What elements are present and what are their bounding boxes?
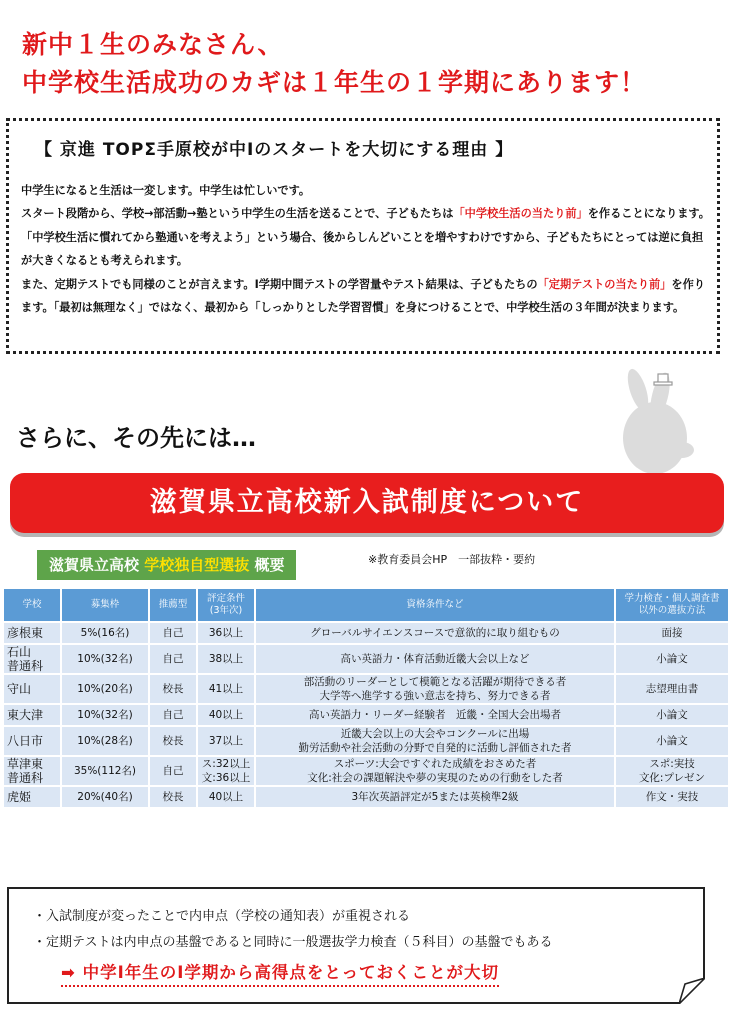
summary-conclusion: [61, 959, 499, 987]
table-row: [4, 705, 730, 725]
table-cell-school: [4, 623, 62, 643]
cell-text: 41以上: [208, 683, 244, 695]
cell-text: 20%(40名): [77, 791, 133, 803]
table-header-row: [4, 589, 730, 621]
table-cell-rec: [150, 787, 198, 807]
table-cell-cond: [198, 623, 256, 643]
further-heading: さらに、その先には…: [16, 424, 256, 452]
cell-text: 普通科: [7, 771, 44, 785]
headline-line-2: 中学校生活成功のカギは１年生の１学期にあります！: [22, 68, 647, 97]
reason-paragraph-3: [21, 273, 711, 320]
cell-text: 彦根東: [7, 626, 44, 640]
header-qualification: 資格条件など: [256, 589, 616, 621]
header-text: 以外の選抜方法: [638, 605, 706, 616]
table-cell-method: [616, 675, 730, 703]
header-school: 学校: [4, 589, 62, 621]
cell-text: 校長: [162, 791, 184, 803]
header-text: 学力検査・個人調査書: [624, 593, 720, 604]
cell-text: 35%(112名): [73, 765, 137, 777]
table-cell-quota: [62, 623, 150, 643]
cell-text: 志望理由書: [645, 683, 699, 695]
cell-text: 10%(32名): [77, 653, 133, 665]
cell-text: 10%(28名): [77, 735, 133, 747]
cell-text: 勤労活動や社会活動の分野で自発的に活動し評価された者: [298, 742, 572, 754]
cell-text: 自己: [162, 709, 184, 721]
cell-text: 高い英語力・リーダー経験者 近畿・全国大会出場者: [309, 709, 561, 721]
reason-title: 【 京進 TOPΣ手原校が中Ⅰのスタートを大切にする理由 】: [35, 140, 514, 160]
banner-title: 滋賀県立高校新入試制度について: [10, 473, 724, 533]
table-cell-cond: [198, 705, 256, 725]
cell-text: 近畿大会以上の大会やコンクールに出場: [340, 728, 530, 740]
cell-text: 校長: [162, 735, 184, 747]
table-row: [4, 727, 730, 755]
table-cell-qual: [256, 727, 616, 755]
cell-text: 東大津: [7, 708, 44, 722]
cell-text: ス:32以上: [201, 758, 251, 770]
reason-highlight: 「中学校生活の当たり前」: [453, 207, 588, 221]
arrow-icon: ➡: [61, 963, 76, 982]
table-cell-method: [616, 705, 730, 725]
conclusion-text: 中学Ⅰ年生のⅠ学期から高得点をとっておくことが大切: [82, 963, 500, 982]
cell-text: 守山: [7, 682, 32, 696]
table-cell-cond: [198, 757, 256, 785]
table-cell-qual: [256, 787, 616, 807]
cell-text: 文化:社会の課題解決や夢の実現のための行動をした者: [307, 772, 563, 784]
reason-highlight: 「定期テストの当たり前」: [537, 277, 672, 291]
cell-text: 高い英語力・体育活動近畿大会以上など: [340, 653, 530, 665]
table-cell-rec: [150, 623, 198, 643]
table-row: [4, 757, 730, 785]
cell-text: 文化:プレゼン: [638, 772, 706, 784]
cell-text: 自己: [162, 765, 184, 777]
table-cell-rec: [150, 757, 198, 785]
cell-text: 八日市: [7, 734, 44, 748]
cell-text: 自己: [162, 627, 184, 639]
table-cell-quota: [62, 787, 150, 807]
table-cell-method: [616, 623, 730, 643]
cell-text: 虎姫: [7, 790, 32, 804]
cell-text: 自己: [162, 653, 184, 665]
cell-text: 小論文: [656, 735, 688, 747]
table-cell-method: [616, 757, 730, 785]
cell-text: 石山: [7, 645, 32, 659]
header-quota: 募集枠: [62, 589, 150, 621]
reason-paragraph-2: [21, 202, 711, 272]
table-cell-method: [616, 727, 730, 755]
summary-point-1: ・入試制度が変ったことで内申点（学校の通知表）が重視される: [33, 909, 411, 924]
subtitle-highlight: 学校独自型選抜: [144, 556, 250, 574]
table-row: [4, 623, 730, 643]
cell-text: 作文・実技: [645, 791, 699, 803]
cell-text: スポーツ:大会ですぐれた成績をおさめた者: [333, 758, 537, 770]
cell-text: スポ:実技: [649, 758, 695, 770]
cell-text: 38以上: [208, 653, 244, 665]
page-fold-icon: [679, 978, 705, 1004]
subtitle-text: 概要: [249, 556, 285, 574]
cell-text: 10%(32名): [77, 709, 133, 721]
cell-text: グローバルサイエンスコースで意欲的に取り組むもの: [310, 627, 560, 639]
table-cell-cond: [198, 727, 256, 755]
table-cell-cond: [198, 645, 256, 673]
cell-text: 36以上: [208, 627, 244, 639]
table-cell-quota: [62, 645, 150, 673]
table-cell-quota: [62, 675, 150, 703]
table-cell-method: [616, 645, 730, 673]
table-cell-quota: [62, 705, 150, 725]
reason-text: を作ることになります。「中学校生活に慣れてから塾通いを考えよう」という場合、後からしんどいことを増やすわけですから、子どもたちにとっては逆に負担が大きくなるとも考えられます。: [21, 207, 710, 268]
cell-text: 校長: [162, 683, 184, 695]
table-row: [4, 787, 730, 807]
table-cell-school: [4, 727, 62, 755]
summary-point-2: ・定期テストは内申点の基盤であると同時に一般選抜学力検査（５科目）の基盤でもある: [33, 935, 553, 950]
table-row: [4, 645, 730, 673]
table-cell-school: [4, 757, 62, 785]
table-cell-quota: [62, 727, 150, 755]
cell-text: 部活動のリーダーとして模範となる活躍が期待できる者: [303, 676, 567, 688]
table-cell-rec: [150, 675, 198, 703]
table-cell-school: [4, 675, 62, 703]
cell-text: 3年次英語評定が5または英検準2級: [351, 791, 519, 803]
cell-text: 文:36以上: [201, 772, 251, 784]
headline: [22, 26, 722, 102]
header-recommendation: 推薦型: [150, 589, 198, 621]
subtitle-text: 滋賀県立高校: [49, 556, 145, 574]
table-cell-school: [4, 787, 62, 807]
table-cell-school: [4, 705, 62, 725]
header-grade-condition: [198, 589, 256, 621]
cell-text: 普通科: [7, 659, 44, 673]
selection-table: [4, 587, 730, 809]
reason-text: を作ります。「最初は無理なく」ではなく、最初から「しっかりとした学習習慣」を身につけることで、中学校生活の３年間が決まります。: [21, 277, 705, 315]
reason-box: [6, 118, 720, 354]
cell-text: 10%(20名): [77, 683, 133, 695]
headline-line-1: 新中１生のみなさん、: [22, 30, 284, 59]
cell-text: 5%(16名): [80, 627, 130, 639]
cell-text: 小論文: [656, 653, 688, 665]
cell-text: 37以上: [208, 735, 244, 747]
cell-text: 40以上: [208, 791, 244, 803]
table-cell-cond: [198, 787, 256, 807]
table-cell-qual: [256, 623, 616, 643]
table-cell-cond: [198, 675, 256, 703]
reason-text: スタート段階から、学校→部活動→塾という中学生の生活を送ることで、子どもたちは: [21, 207, 454, 221]
table-subtitle: [37, 550, 296, 580]
header-method: [616, 589, 730, 621]
table-cell-qual: [256, 675, 616, 703]
table-cell-quota: [62, 757, 150, 785]
rabbit-mascot-icon: [600, 368, 710, 476]
cell-text: 面接: [661, 627, 683, 639]
cell-text: 40以上: [208, 709, 244, 721]
cell-text: 大学等へ進学する強い意志を持ち、努力できる者: [319, 690, 551, 702]
reason-paragraph-1: 中学生になると生活は一変します。中学生は忙しいです。: [21, 184, 311, 197]
table-cell-qual: [256, 757, 616, 785]
table-cell-rec: [150, 705, 198, 725]
table-row: [4, 675, 730, 703]
table-cell-school: [4, 645, 62, 673]
header-text: 評定条件: [206, 593, 245, 604]
source-note: ※教育委員会HP 一部抜粋・要約: [368, 553, 536, 566]
cell-text: 草津東: [7, 757, 44, 771]
summary-box: [7, 887, 705, 1004]
reason-body: [21, 179, 711, 319]
table-cell-qual: [256, 645, 616, 673]
table-cell-qual: [256, 705, 616, 725]
table-cell-rec: [150, 645, 198, 673]
cell-text: 小論文: [656, 709, 688, 721]
header-text: (3年次): [209, 605, 243, 616]
table-cell-method: [616, 787, 730, 807]
reason-text: また、定期テストでも同様のことが言えます。Ⅰ学期中間テストの学習量やテスト結果は、子どもたちの: [21, 277, 538, 291]
table-cell-rec: [150, 727, 198, 755]
